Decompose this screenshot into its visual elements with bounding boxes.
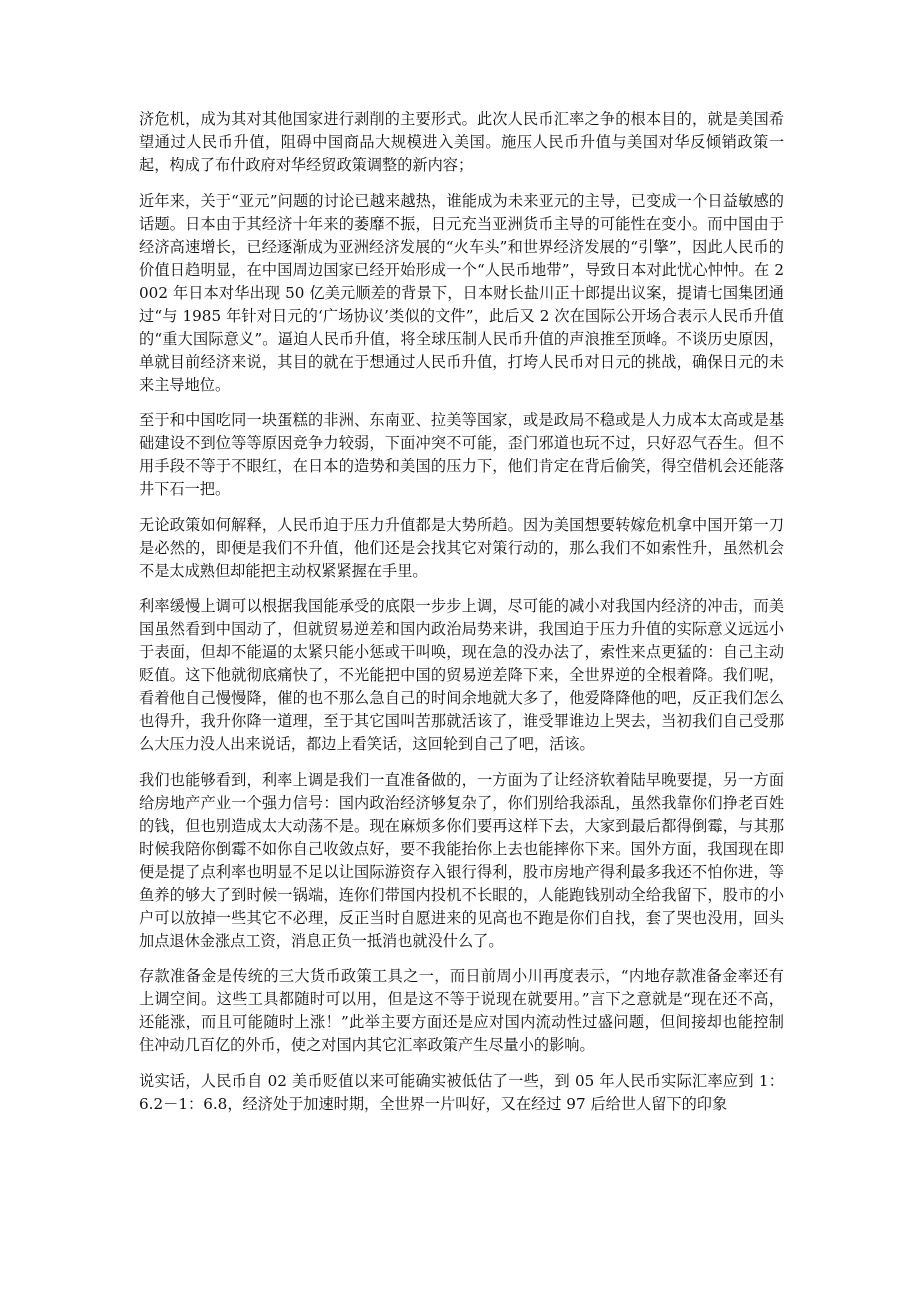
paragraph-5: 利率缓慢上调可以根据我国能承受的底限一步步上调，尽可能的减小对我国内经济的冲击，而美国虽然看到中国动了，但就贸易逆差和国内政治局势来讲，我国迫于压力升值的实际意义远远小于表面，但却不能逼的太紧只能小惩或干叫唤，现在急的没办法了，索性来点更猛的：自己主动贬值。这下他就彻底痛快了，不光能把中国的贸易逆差降下来，全世界逆的全根着降。我们呢，看着他自己慢慢降，催的也不那么急自己的时间余地就大多了，他爱降降他的吧，反正我们怎么也得升，我升你降一道理，至于其它国叫苦那就活该了，谁受罪谁边上哭去，当初我们自己受那么大压力没人出来说话，都边上看笑话，这回轮到自己了吧，活该。 bbox=[139, 597, 784, 753]
paragraph-4: 无论政策如何解释，人民币迫于压力升值都是大势所趋。因为美国想要转嫁危机拿中国开第一刀是必然的，即便是我们不升值，他们还是会找其它对策行动的，那么我们不如索性升，虽然机会不是太成熟但却能把主动权紧紧握在手里。 bbox=[139, 515, 784, 580]
paragraph-2: 近年来，关于“亚元”问题的讨论已越来越热，谁能成为未来亚元的主导，已变成一个日益敏感的话题。日本由于其经济十年来的萎靡不振，日元充当亚洲货币主导的可能性在变小。而中国由于经济高速增长，已经逐渐成为亚洲经济发展的“火车头”和世界经济发展的“引擎”，因此人民币的价值日趋明显，在中国周边国家已经开始形成一个“人民币地带”，导致日本对此忧心忡忡。在 2002 年日本对华出现 50 亿美元顺差的背景下，日本财长盐川正十郎提出议案，提请七国集团通过“与 1985 年针对日元的‘广场协议’类似的文件”，此后又 2 次在国际公开场合表示人民币升值的“重大国际意义”。逼迫人民币升值，将全球压制人民币升值的声浪推至顶峰。不谈历史原因，单就目前经济来说，其目的就在于想通过人民币升值，打垮人民币对日元的挑战，确保日元的未来主导地位。 bbox=[139, 191, 784, 394]
paragraph-1: 济危机，成为其对其他国家进行剥削的主要形式。此次人民币汇率之争的根本目的，就是美国希望通过人民币升值，阻碍中国商品大规模进入美国。施压人民币升值与美国对华反倾销政策一起，构成了布什政府对华经贸政策调整的新内容； bbox=[139, 110, 784, 174]
document-page bbox=[139, 108, 784, 1128]
paragraph-7: 存款准备金是传统的三大货币政策工具之一，而日前周小川再度表示，“内地存款准备金率还有上调空间。这些工具都随时可以用，但是这不等于说现在就要用。”言下之意就是“现在还不高，还能涨，而且可能随时上涨！”此举主要方面还是应对国内流动性过盛问题，但间接却也能控制住冲动几百亿的外币，使之对国内其它汇率政策产生尽量小的影响。 bbox=[139, 967, 784, 1054]
paragraph-3: 至于和中国吃同一块蛋糕的非洲、东南亚、拉美等国家，或是政局不稳或是人力成本太高或是基础建设不到位等等原因竞争力较弱，下面冲突不可能，歪门邪道也玩不过，只好忍气吞生。但不用手段不等于不眼红，在日本的造势和美国的压力下，他们肯定在背后偷笑，得空借机会还能落井下石一把。 bbox=[139, 411, 784, 498]
paragraph-8: 说实话，人民币自 02 美币贬值以来可能确实被低估了一些，到 05 年人民币实际汇率应到 1：6.2－1：6.8，经济处于加速时期，全世界一片叫好，又在经过 97 后给世人留下的印象 bbox=[139, 1071, 784, 1113]
paragraph-6: 我们也能够看到，利率上调是我们一直准备做的，一方面为了让经济软着陆早晚要提，另一方面给房地产产业一个强力信号：国内政治经济够复杂了，你们别给我添乱，虽然我靠你们挣老百姓的钱，但也别造成太大动荡不是。现在麻烦多你们要再这样下去，大家到最后都得倒霉，与其那时候我陪你倒霉不如你自己收敛点好，要不我能抬你上去也能摔你下来。国外方面，我国现在即便是提了点利率也明显不足以让国际游资存入银行得利，股市房地产得利最多我还不怕你进，等鱼养的够大了到时候一锅端，连你们带国内投机不长眼的，人能跑钱别动全给我留下，股市的小户可以放掉一些其它不必理，反正当时自愿进来的见高也不跑是你们自找，套了哭也没用，回头加点退休金涨点工资，消息正负一抵消也就没什么了。 bbox=[139, 770, 784, 950]
